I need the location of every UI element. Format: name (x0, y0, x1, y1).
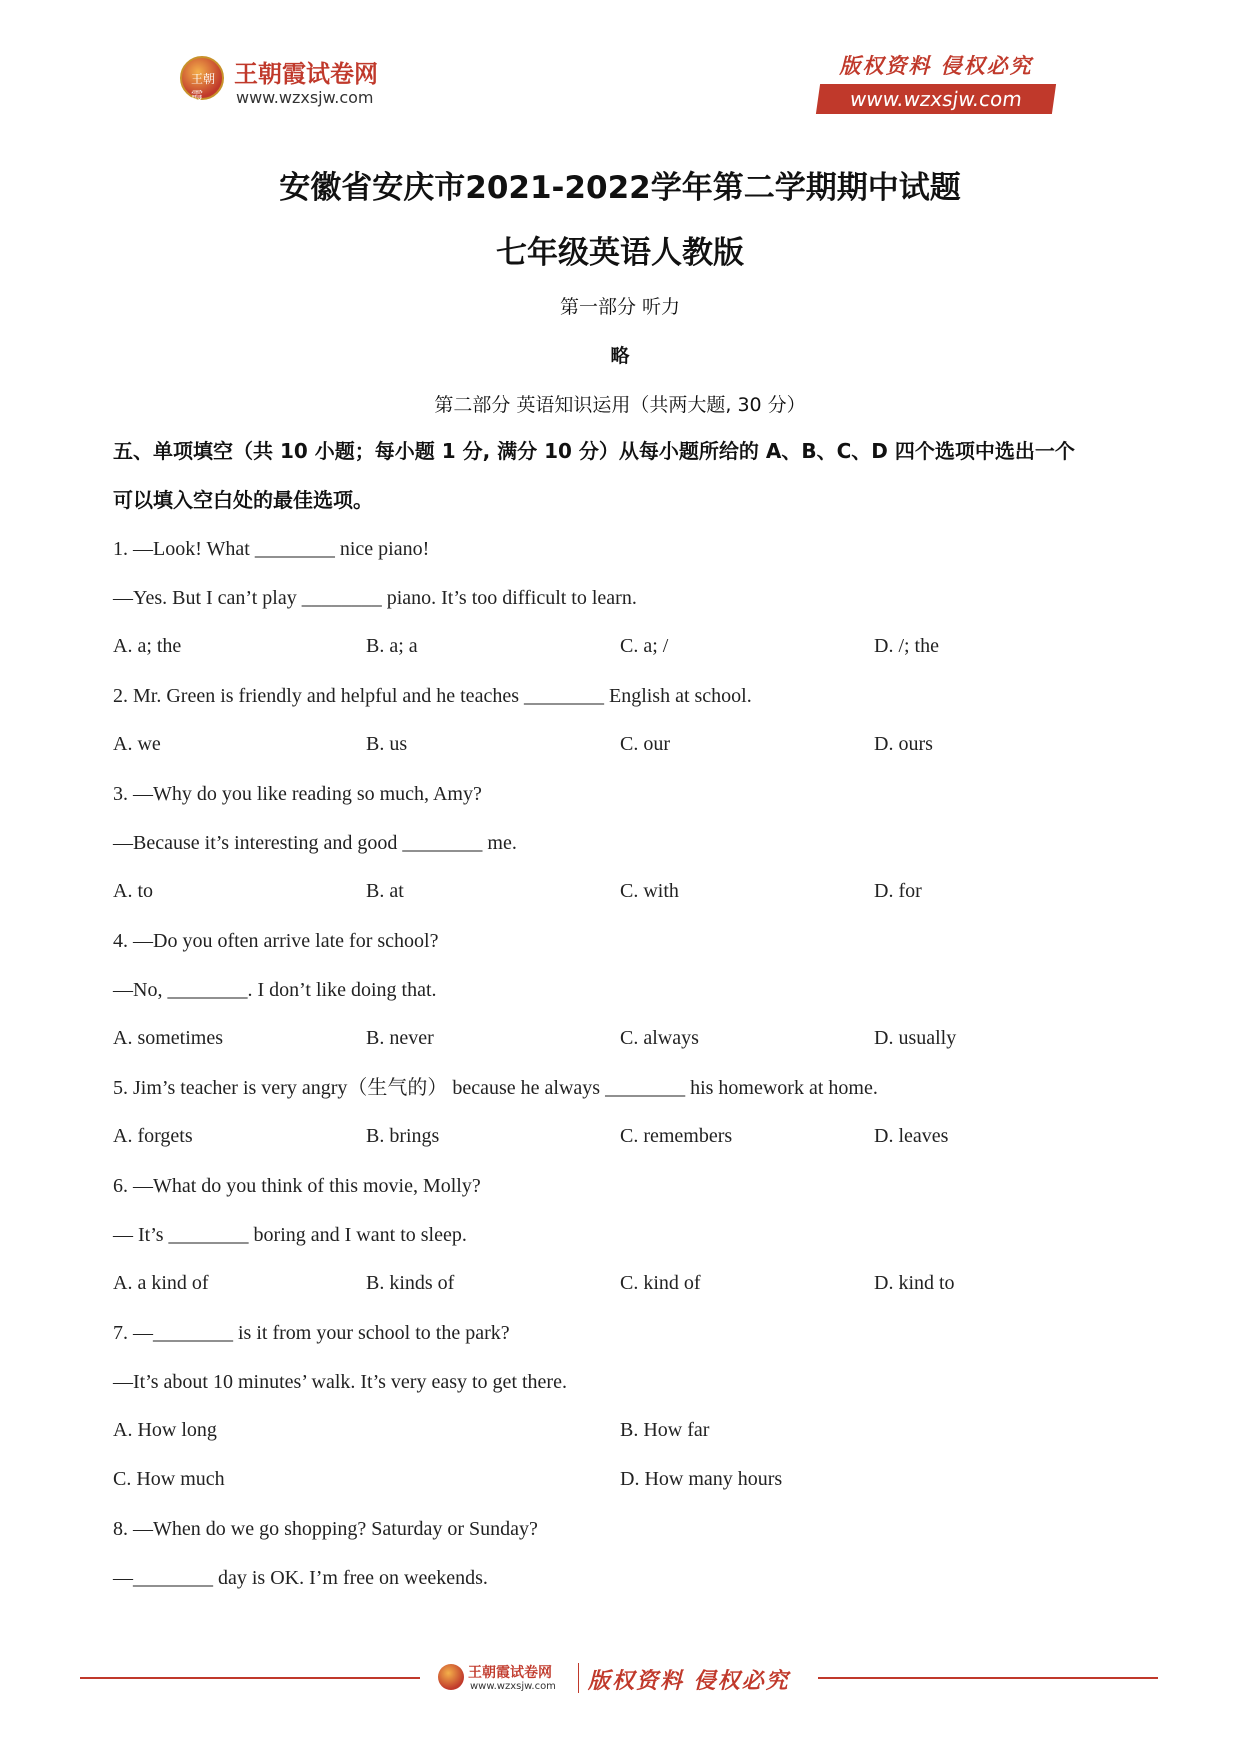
question-6-option-a: A. a kind of (113, 1272, 209, 1294)
question-4-option-b: B. never (366, 1027, 434, 1049)
question-7-stem: 7. —________ is it from your school to the park? (113, 1322, 510, 1344)
question-8-reply: —________ day is OK. I’m free on weekends. (113, 1567, 488, 1589)
question-2-option-d: D. ours (874, 733, 933, 755)
footer-divider-left (80, 1677, 420, 1679)
question-7-option-c: C. How much (113, 1468, 225, 1490)
question-3-option-a: A. to (113, 880, 153, 902)
question-3-option-b: B. at (366, 880, 404, 902)
question-7-option-a: A. How long (113, 1419, 217, 1441)
copyright-url: www.wzxsjw.com (816, 84, 1056, 114)
question-3-option-d: D. for (874, 880, 922, 902)
question-5-stem: 5. Jim’s teacher is very angry（生气的） because he always ________ his homework at home. (113, 1077, 878, 1099)
question-1-option-c: C. a; / (620, 635, 669, 657)
logo-badge-icon (180, 56, 224, 103)
question-2-option-a: A. we (113, 733, 161, 755)
question-8-stem: 8. —When do we go shopping? Saturday or Sunday? (113, 1518, 538, 1540)
question-7-option-d: D. How many hours (620, 1468, 783, 1490)
logo-name: 王朝霞试卷网 (234, 60, 378, 88)
question-6-option-b: B. kinds of (366, 1272, 455, 1294)
footer-logo-url: www.wzxsjw.com (470, 1681, 556, 1692)
question-2-option-c: C. our (620, 733, 670, 755)
question-4-stem: 4. —Do you often arrive late for school? (113, 930, 439, 952)
section-instruction: 五、单项填空（共 10 小题；每小题 1 分, 满分 10 分）从每小题所给的 A、B、C、D 四个选项中选出一个 (113, 439, 1075, 463)
footer-logo (438, 1662, 578, 1696)
question-1-option-a: A. a; the (113, 635, 182, 657)
part1-content: 略 (610, 345, 630, 367)
question-7-reply: —It’s about 10 minutes’ walk. It’s very easy to get there. (113, 1371, 567, 1393)
question-3-reply: —Because it’s interesting and good ________ me. (113, 832, 517, 854)
document-subtitle: 七年级英语人教版 (496, 235, 744, 271)
question-4-reply: —No, ________. I don’t like doing that. (113, 979, 437, 1001)
question-6-reply: — It’s ________ boring and I want to sleep. (113, 1224, 467, 1246)
document-title: 安徽省安庆市2021-2022学年第二学期期中试题 (279, 170, 961, 206)
logo-url: www.wzxsjw.com (236, 88, 374, 107)
question-5-option-d: D. leaves (874, 1125, 949, 1147)
section-instruction-cont: 可以填入空白处的最佳选项。 (113, 488, 373, 512)
footer-divider-right (818, 1677, 1158, 1679)
question-7-option-b: B. How far (620, 1419, 710, 1441)
question-1-reply: —Yes. But I can’t play ________ piano. It’s too difficult to learn. (113, 587, 637, 609)
question-5-option-b: B. brings (366, 1125, 440, 1147)
site-logo (180, 52, 400, 112)
footer-logo-name: 王朝霞试卷网 (468, 1665, 552, 1681)
question-5-option-c: C. remembers (620, 1125, 733, 1147)
question-4-option-c: C. always (620, 1027, 699, 1049)
question-1-option-b: B. a; a (366, 635, 418, 657)
question-2-stem: 2. Mr. Green is friendly and helpful and he teaches ________ English at school. (113, 685, 752, 707)
question-1-stem: 1. —Look! What ________ nice piano! (113, 538, 430, 560)
logo-badge-text: 王朝霞 (191, 72, 216, 103)
question-6-option-d: D. kind to (874, 1272, 955, 1294)
question-4-option-d: D. usually (874, 1027, 957, 1049)
footer-logo-badge-icon (438, 1664, 464, 1690)
question-3-stem: 3. —Why do you like reading so much, Amy? (113, 783, 482, 805)
question-4-option-a: A. sometimes (113, 1027, 223, 1049)
footer-slogan: 版权资料 侵权必究 (588, 1668, 790, 1694)
part1-heading: 第一部分 听力 (559, 296, 681, 318)
question-6-option-c: C. kind of (620, 1272, 701, 1294)
question-1-option-d: D. /; the (874, 635, 939, 657)
copyright-slogan: 版权资料 侵权必究 (839, 53, 1033, 78)
question-2-option-b: B. us (366, 733, 408, 755)
question-6-stem: 6. —What do you think of this movie, Molly? (113, 1175, 481, 1197)
part2-heading: 第二部分 英语知识运用（共两大题, 30 分） (434, 394, 806, 416)
question-5-option-a: A. forgets (113, 1125, 193, 1147)
footer-separator (578, 1663, 579, 1693)
copyright-banner (818, 50, 1054, 114)
question-3-option-c: C. with (620, 880, 679, 902)
